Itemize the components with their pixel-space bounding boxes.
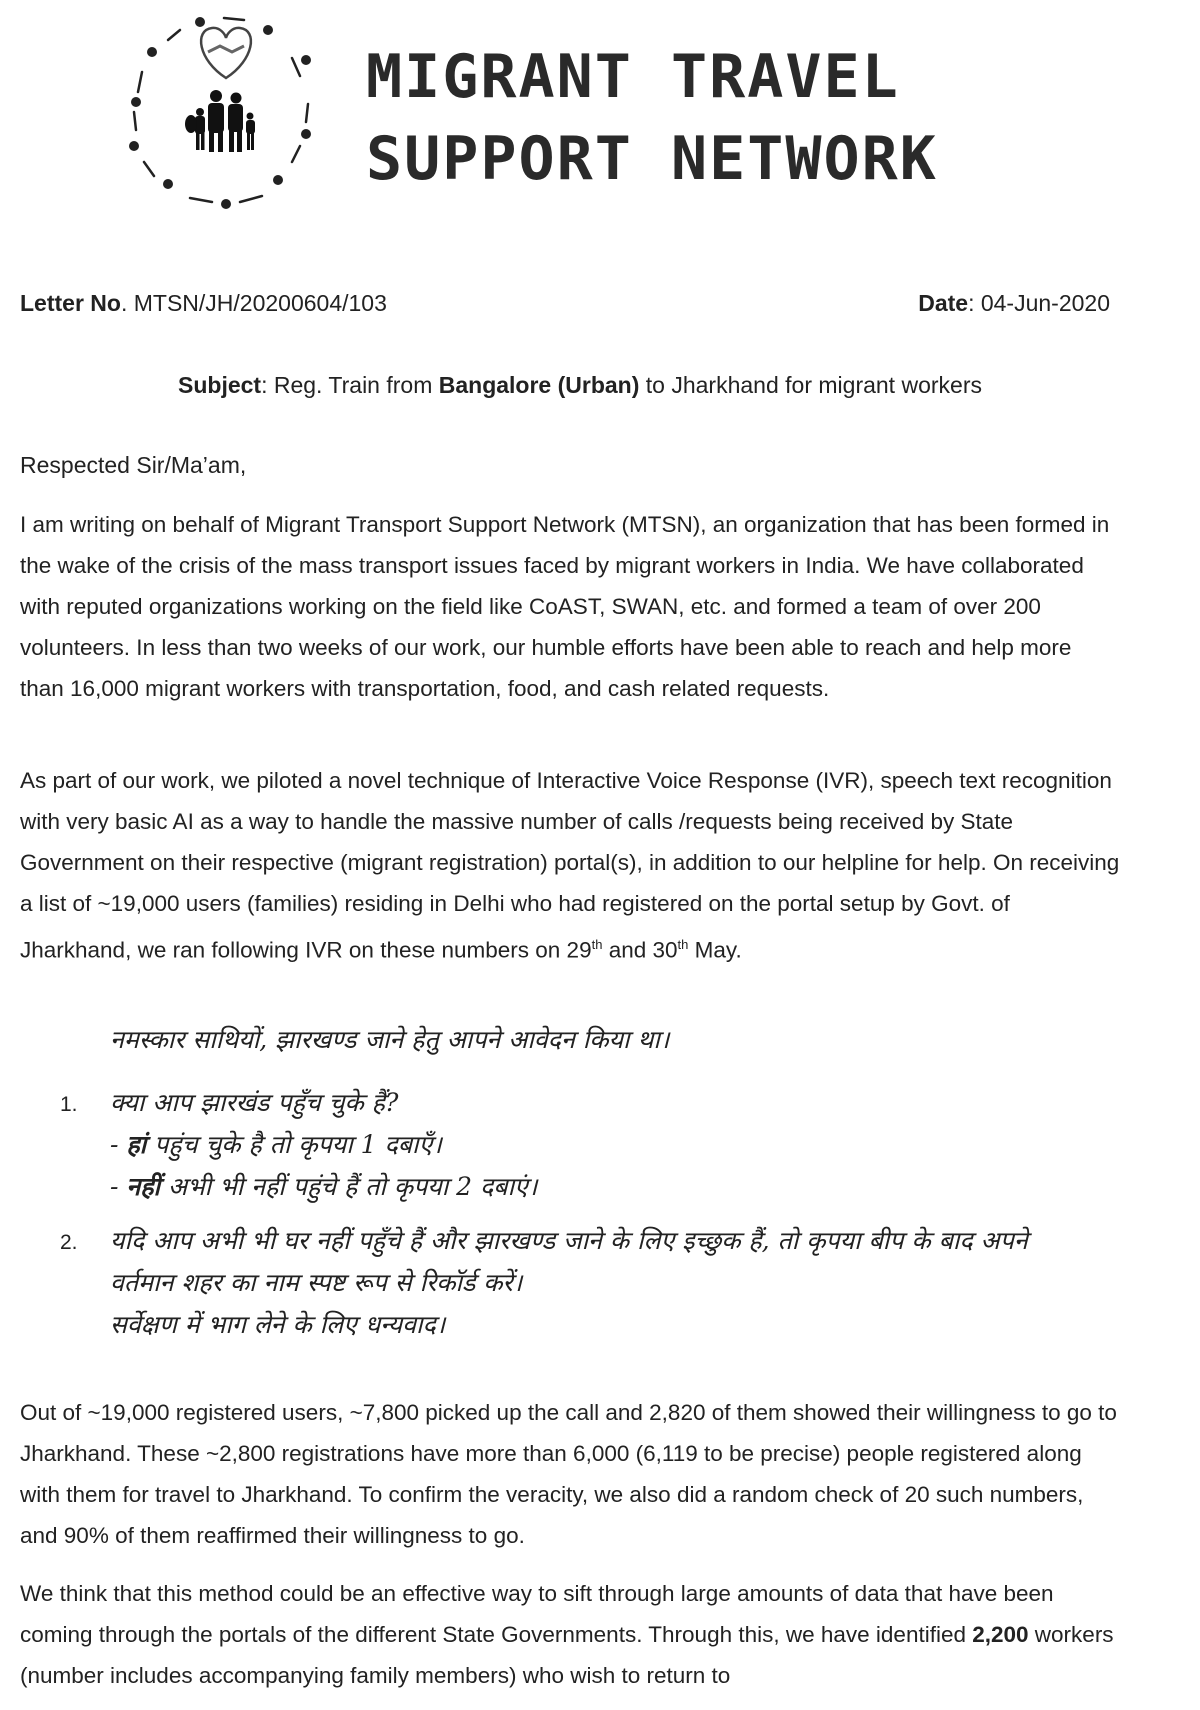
ivr-option-no-text: अभी भी नहीं पहुंचे हैं तो कृपया 2 दबाएं। (160, 1172, 538, 1201)
ivr-question-1 (60, 1082, 1140, 1208)
paragraph-results: Out of ~19,000 registered users, ~7,800 picked up the call and 2,820 of them showed their willingness to go to Jharkhand. These ~2,800 registrations have more than 6,000 (6,119 to be precise) people registered along with them for travel to Jharkhand. To confirm the veracity, we also did a random check of 20 such numbers, and 90% of them reaffirmed their willingness to go. (20, 1400, 1117, 1548)
ivr-question-list (60, 1082, 1140, 1358)
handshake-family-circle-logo (128, 12, 318, 210)
ivr-option-no (110, 1166, 1140, 1208)
subject-text-before: : Reg. Train from (261, 372, 439, 398)
ordinal-suffix-1: th (591, 937, 603, 952)
letter-number-value: . MTSN/JH/20200604/103 (120, 290, 387, 316)
organization-name-line1: MIGRANT TRAVEL (366, 42, 900, 112)
ivr-question-2-number: 2. (60, 1231, 78, 1254)
paragraph-ivr-description (20, 760, 1120, 971)
identified-workers-count: 2,200 (972, 1622, 1029, 1647)
subject-place: Bangalore (Urban) (438, 372, 640, 398)
letter-date-value: : 04-Jun-2020 (968, 290, 1110, 316)
ivr-question-2-line2: वर्तमान शहर का नाम स्पष्ट रूप से रिकॉर्ड करें। (110, 1268, 523, 1297)
subject-label: Subject (178, 372, 262, 398)
ivr-question-1-text: क्या आप झारखंड पहुँच चुके हैं? (110, 1088, 399, 1117)
letter-date-label: Date (918, 290, 969, 316)
organization-name (366, 36, 938, 200)
paragraph-ivr-text-c: May. (688, 937, 742, 963)
ivr-intro: नमस्कार साथियों, झारखण्ड जाने हेतु आपने आवेदन किया था। (110, 1025, 670, 1054)
ivr-thanks: सर्वेक्षण में भाग लेने के लिए धन्यवाद। (110, 1310, 446, 1339)
ivr-question-2 (60, 1220, 1140, 1346)
ivr-option-no-prefix: - (110, 1172, 127, 1201)
letter-number (20, 290, 387, 316)
ivr-question-1-number: 1. (60, 1093, 78, 1116)
ivr-question-2-line1: यदि आप अभी भी घर नहीं पहुँचे हैं और झारखण्ड जाने के लिए इच्छुक हैं, तो कृपया बीप के बाद अपने (110, 1226, 1028, 1255)
ivr-option-no-keyword: नहीं (126, 1172, 161, 1201)
paragraph-method (20, 1573, 1120, 1696)
ivr-option-yes-text: पहुंच चुके है तो कृपया 1 दबाएँ। (146, 1130, 442, 1159)
ivr-option-yes (110, 1124, 1140, 1166)
subject-line (0, 372, 1200, 399)
letter-date (918, 290, 1110, 317)
paragraph-intro: I am writing on behalf of Migrant Transport Support Network (MTSN), an organization that has been formed in the wake of the crisis of the mass transport issues faced by migrant workers in India. We have collaborated with reputed organizations working on the field like CoAST, SWAN, etc. and formed a team of over 200 volunteers. In less than two weeks of our work, our humble efforts have been able to reach and help more than 16,000 migrant workers with transportation, food, and cash related requests. (20, 512, 1110, 701)
subject-text-after: to Jharkhand for migrant workers (639, 372, 982, 398)
salutation: Respected Sir/Ma’am, (20, 452, 247, 478)
paragraph-ivr-text-a: As part of our work, we piloted a novel technique of Interactive Voice Response (IVR), speech text recognition with very basic AI as a way to handle the massive number of calls /requests being received by State Government on their respective (migrant registration) portal(s), in addition to our helpline for help. On receiving a list of ~19,000 users (families) residing in Delhi who had registered on the portal setup by Govt. of Jharkhand, we ran following IVR on these numbers on 29 (20, 768, 1120, 963)
ivr-option-yes-keyword: हां (126, 1130, 147, 1159)
paragraph-method-text-b: workers (number includes accompanying family members) who wish to return to (20, 1622, 1114, 1688)
letter-meta (20, 290, 1110, 317)
paragraph-ivr-text-b: and 30 (602, 937, 678, 963)
paragraph-method-text-a: We think that this method could be an effective way to sift through large amounts of data that have been coming through the portals of the different State Governments. Through this, we have identified (20, 1581, 1054, 1647)
ivr-option-yes-prefix: - (110, 1130, 127, 1159)
organization-name-line2: SUPPORT NETWORK (366, 124, 938, 194)
ordinal-suffix-2: th (677, 937, 689, 952)
letter-number-label: Letter No (20, 290, 121, 316)
